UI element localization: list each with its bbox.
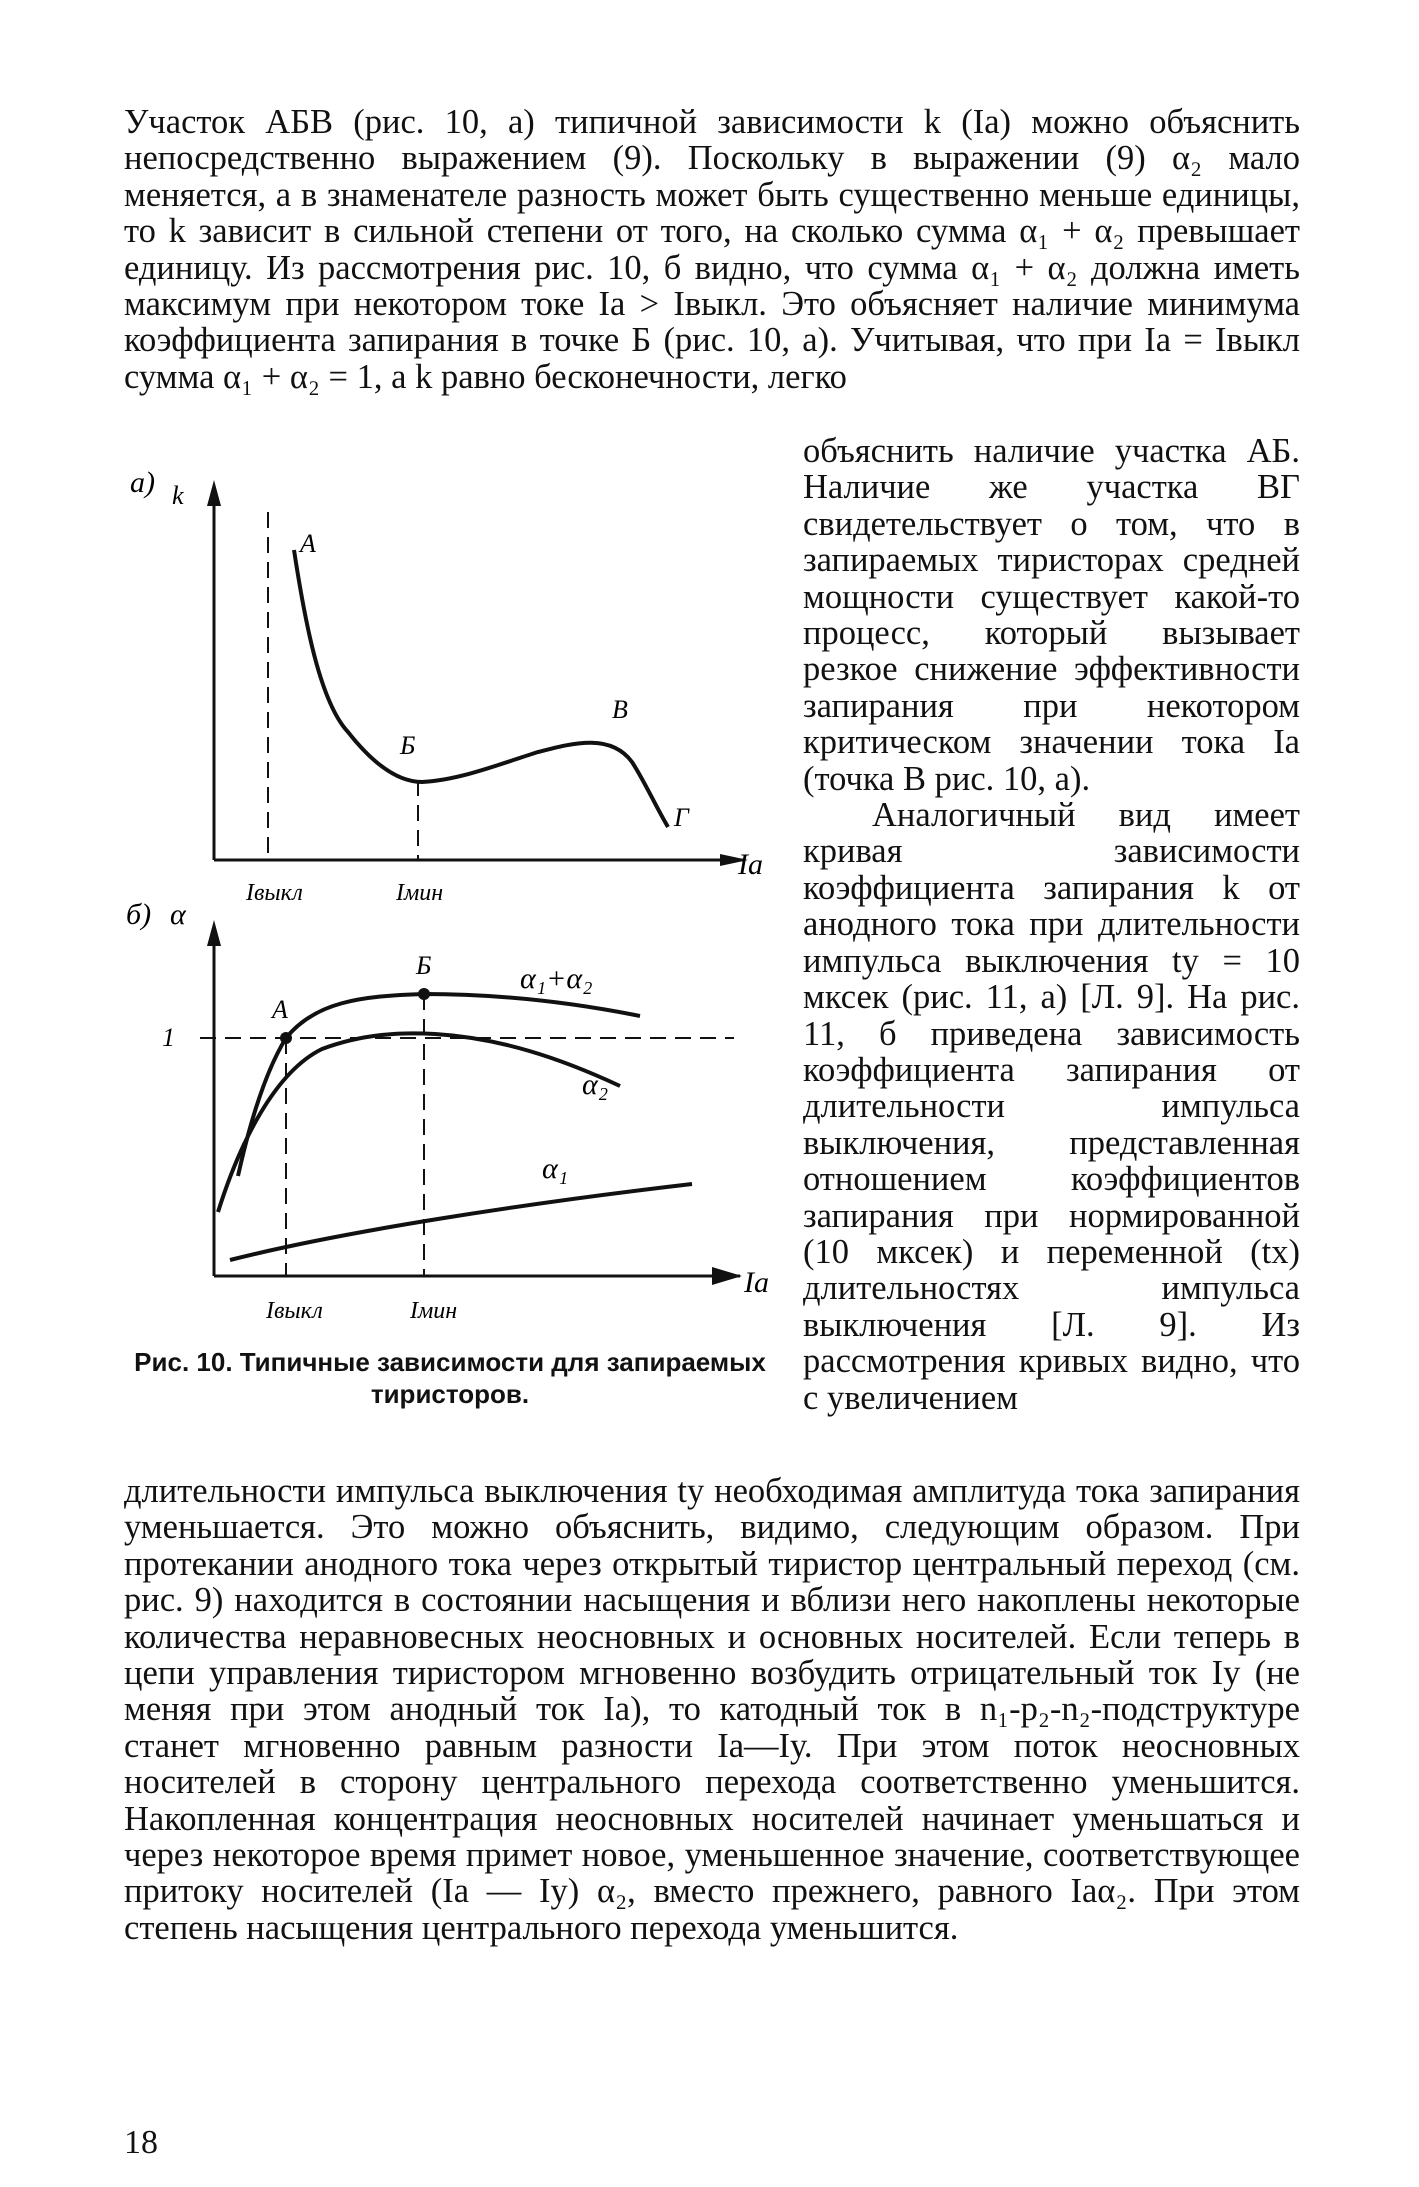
panel-a	[130, 466, 763, 906]
panel-a-point-a: А	[300, 529, 316, 558]
panel-b-label: б)	[126, 898, 152, 931]
page-number: 18	[124, 2124, 158, 2161]
panel-b-xlabel: Iа	[744, 1266, 769, 1299]
panel-b-tick-imin: Iмин	[410, 1298, 458, 1324]
panel-b-a2-label: α₂	[582, 1068, 609, 1101]
panel-a-label: а)	[130, 466, 155, 499]
panel-b-y-arrow	[207, 920, 221, 946]
wrapped-text-column	[803, 433, 1300, 1416]
panel-b-a2-curve	[218, 1033, 620, 1212]
panel-a-ylabel: k	[172, 481, 184, 510]
panel-b-tick-ioff: Iвыкл	[266, 1298, 323, 1324]
panel-b-sum-curve	[238, 994, 640, 1176]
paragraph-1	[124, 104, 1300, 395]
panel-b-point-b-dot	[418, 988, 430, 1000]
panel-b	[126, 898, 769, 1324]
panel-b-a1-curve	[230, 1184, 692, 1260]
panel-a-tick-ioff: Iвыкл	[246, 880, 303, 906]
panel-a-xlabel: Iа	[738, 848, 763, 881]
panel-b-x-arrow	[712, 1267, 742, 1285]
paragraph-3-text: Аналогичный вид имеет кривая зависимости коэффициента запирания k от анодного тока при длительности импульса выключения tу = 10 мксек (рис. 11, а) [Л. 9]. На рис. 11, б приведена зависимость коэффициента запирания от длительности импульса выключения, представленная отношением коэффициентов запирания при нормированной (10 мксек) и переменной (tх) длительностях импульса выключения [Л. 9]. Из рассмотрения кривых видно, что с увеличением	[803, 796, 1300, 1417]
panel-b-point-a-dot	[280, 1032, 292, 1044]
panel-b-point-b: Б	[416, 951, 432, 980]
panel-b-sum-label: α₁+α₂	[520, 962, 593, 995]
figure-10	[100, 462, 790, 1392]
paragraph-4	[124, 1473, 1300, 1946]
panel-a-k-curve	[294, 550, 668, 827]
panel-a-point-b: Б	[400, 731, 416, 760]
figure-caption: Рис. 10. Типичные зависимости для запираемых тиристоров.	[134, 1347, 766, 1409]
panel-a-y-arrow	[207, 480, 221, 506]
panel-a-tick-imin: Iмин	[396, 880, 444, 906]
panel-a-point-g: Г	[674, 803, 689, 832]
panel-b-a1-label: α₁	[542, 1152, 569, 1185]
paragraph-1-text: Участок АБВ (рис. 10, а) типичной зависимости k (Iа) можно объяснить непосредственно выражением (9). Поскольку в выражении (9) α₂ мало меняется, а в знаменателе разность может быть существенно меньше единицы, то k зависит в сильной степени от того, на сколько сумма α₁ + α₂ превышает единицу. Из рассмотрения рис. 10, б видно, что сумма α₁ + α₂ должна иметь максимум при некотором токе Iа > Iвыкл. Это объясняет наличие минимума коэффициента запирания в точке Б (рис. 10, а). Учитывая, что при Iа = Iвыкл сумма α₁ + α₂ = 1, а k равно бесконечности, легко	[124, 103, 1300, 396]
panel-b-ytick-1: 1	[162, 1023, 175, 1052]
panel-b-point-a: А	[272, 995, 288, 1024]
paragraph-2-text: объяснить наличие участка АБ. Наличие же участка ВГ свидетельствует о том, что в запираемых тиристорах средней мощности существует какой-то процесс, который вызывает резкое снижение эффективности запирания при некотором критическом значении тока Iа (точка В рис. 10, а).	[803, 432, 1300, 798]
panel-b-ylabel: α	[170, 898, 186, 931]
panel-a-point-v: В	[612, 695, 628, 724]
paragraph-4-text: длительности импульса выключения tу необходимая амплитуда тока запирания уменьшается. Это можно объяснить, видимо, следующим образом. При протекании анодного тока через открытый тиристор центральный переход (см. рис. 9) находится в состоянии насыщения и вблизи него накоплены некоторые количества неравновесных неосновных и основных носителей. Если теперь в цепи управления тиристором мгновенно возбудить отрицательный ток Iу (не меняя при этом анодный ток Iа), то катодный ток в n₁-p₂-n₂-подструктуре станет мгновенно равным разности Iа—Iу. При этом поток неосновных носителей в сторону центрального перехода соответственно уменьшится. Накопленная концентрация неосновных носителей начинает уменьшаться и через некоторое время примет новое, уменьшенное значение, соответствующее притоку носителей (Iа — Iу) α₂, вместо прежнего, равного Iаα₂. При этом степень насыщения центрального перехода уменьшится.	[124, 1472, 1300, 1947]
